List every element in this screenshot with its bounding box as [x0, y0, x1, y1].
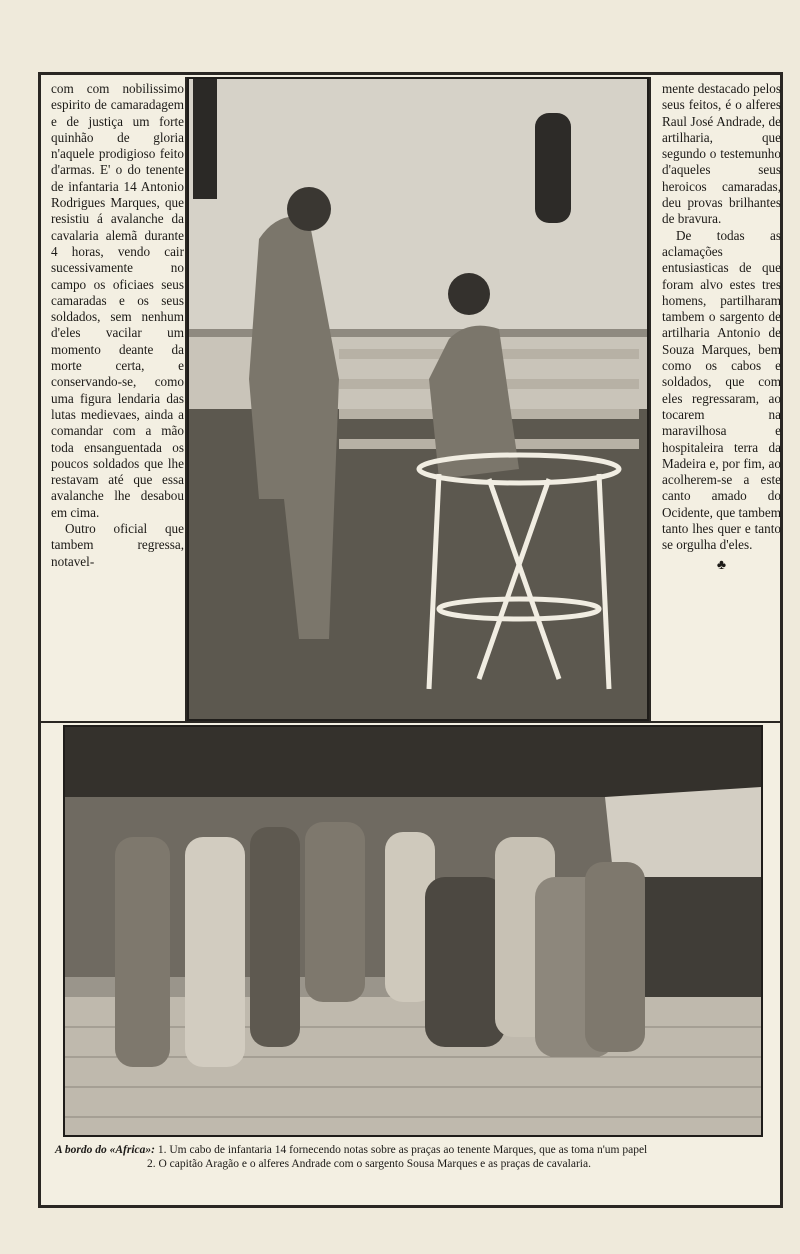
paragraph: com com nobilissimo espirito de camaradagem e de justiça um forte quinhão de gloria n'aquele prodigioso feito d'armas. E' o do tenente de infantaria 14 Antonio Rodrigues Marques, que resistiu á avalanche da cavalaria alemã durante 4 horas, vendo cair sucessivamente no campo os oficiaes seus camaradas e os seus soldados, sem nenhum d'eles vacilar um momento deante da morte certa, e conservando-se, como uma figura lendaria das lutas medievaes, ainda a comandar com a mão toda ensanguentada os poucos soldados que lhe restavam até que essa avalanche lhe desabou em cima.	[51, 81, 184, 520]
page-frame	[38, 72, 783, 1208]
paragraph: mente destacado pelos seus feitos, é o alferes Raul José Andrade, de artilharia, que segundo o testemunho d'aqueles seus heroicos camaradas, deu provas brilhantes de bravura.	[662, 81, 781, 227]
photo-group-on-deck	[63, 725, 763, 1137]
end-ornament: ♣	[716, 557, 727, 573]
caption-line-1: 1. Um cabo de infantaria 14 fornecendo notas sobre as praças ao tenente Marques, que as toma n'um papel	[157, 1144, 648, 1156]
section-divider	[41, 721, 780, 723]
paragraph: De todas as aclamações entusiasticas de que foram alvo estes tres homens, partilharam tambem o sargento de artilharia Antonio de Souza Marques, bem como os cabos e soldados, que com eles regressaram, ao tocarem na maravilhosa e hospitaleira terra da Madeira e, por fim, ao acolherem-se a este canto amado do Ocidente, que tambem tanto lhes quer e tanto se orgulha d'eles.	[662, 227, 782, 553]
photo-officers-at-table	[187, 77, 649, 721]
caption-lead: A bordo do «Africa»:	[55, 1144, 155, 1156]
photo-caption	[55, 1143, 770, 1171]
article-right-column	[662, 81, 781, 574]
caption-line-2: 2. O capitão Aragão e o alferes Andrade com o sargento Sousa Marques e as praças de cavalaria.	[147, 1158, 591, 1170]
column-divider	[649, 77, 651, 723]
paragraph: Outro oficial que tambem regressa, notavel-	[51, 521, 184, 569]
article-left-column	[51, 81, 184, 570]
